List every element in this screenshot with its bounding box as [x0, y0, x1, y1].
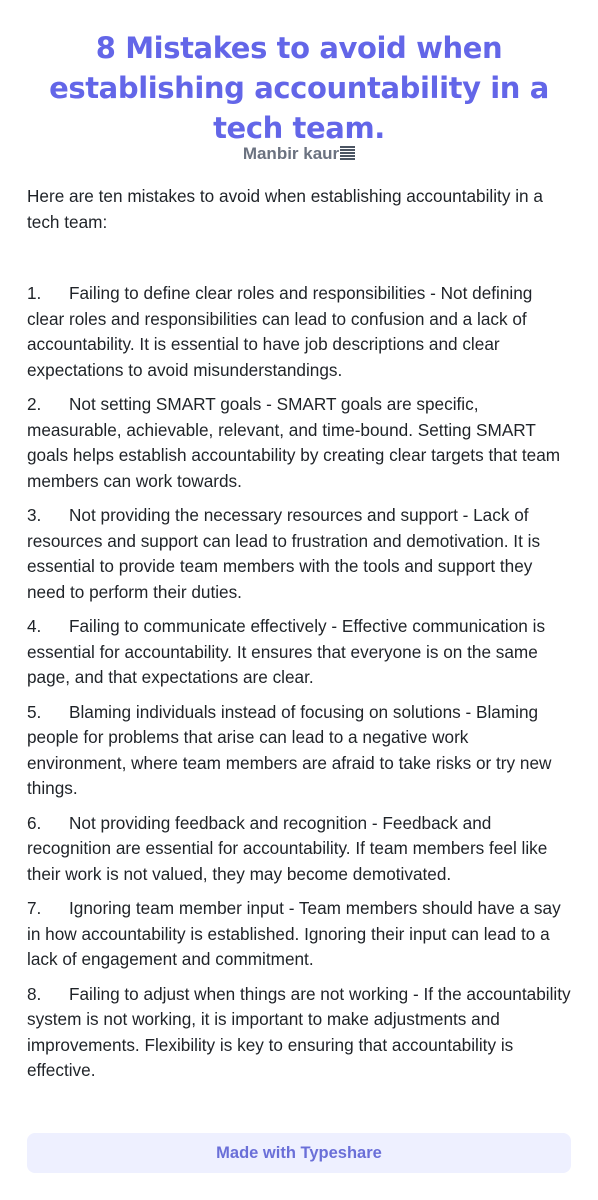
list-item-text: Not providing feedback and recognition - Feedback and recognition are essential for accountability. If team members feel like their work is not valued, they may become demotivated. [27, 812, 548, 884]
list-item-number: 8. [27, 983, 42, 1004]
list-item [27, 700, 572, 802]
made-with-typeshare-button[interactable]: Made with Typeshare [27, 1133, 571, 1173]
list-item [27, 896, 572, 973]
list-item [27, 281, 572, 383]
list-item-number: 1. [27, 283, 42, 303]
menu-lines-icon [340, 145, 355, 161]
list-item [27, 503, 572, 605]
list-item-number: 7. [27, 898, 42, 918]
list-item-text: Failing to define clear roles and responsibilities - Not defining clear roles and responsibilities can lead to confusion and a lack of accountability. It is essential to have job descriptions and clear expectations to avoid misunderstandings. [27, 283, 533, 380]
list-item-text: Not providing the necessary resources and support - Lack of resources and support can lead to frustration and demotivation. It is essential to provide team members with the tools and support they need to perform their duties. [27, 505, 541, 602]
author-byline [0, 143, 598, 165]
list-item-text: Failing to adjust when things are not working - If the accountability system is not working, it is important to make adjustments and improvements. Flexibility is key to ensuring that accountability is effective. [27, 983, 571, 1080]
list-item-number: 6. [27, 812, 42, 833]
list-item-text: Ignoring team member input - Team members should have a say in how accountability is established. Ignoring their input can lead to a lack of engagement and commitment. [27, 898, 561, 969]
intro-paragraph: Here are ten mistakes to avoid when establishing accountability in a tech team: [27, 186, 543, 232]
list-item-number: 2. [27, 394, 42, 414]
list-item [27, 982, 572, 1084]
list-item-text: Blaming individuals instead of focusing on solutions - Blaming people for problems that arise can lead to a negative work environment, where team members are afraid to take risks or try new things. [27, 701, 552, 798]
mistakes-list [27, 281, 572, 1093]
list-item [27, 392, 572, 494]
list-item-text: Not setting SMART goals - SMART goals are specific, measurable, achievable, relevant, and time-bound. Setting SMART goals helps establish accountability by creating clear targets that team members can work towards. [27, 394, 561, 491]
list-item [27, 811, 572, 888]
list-item-number: 3. [27, 505, 42, 525]
list-item [27, 614, 572, 691]
list-item-text: Failing to communicate effectively - Effective communication is essential for accountability. It ensures that everyone is on the same page, and that expectations are clear. [27, 616, 546, 687]
list-item-number: 5. [27, 701, 42, 722]
list-item-number: 4. [27, 616, 42, 636]
post-title: 8 Mistakes to avoid when establishing accountability in a tech team. [49, 31, 549, 145]
author-name: Manbir kaur [242, 144, 340, 163]
